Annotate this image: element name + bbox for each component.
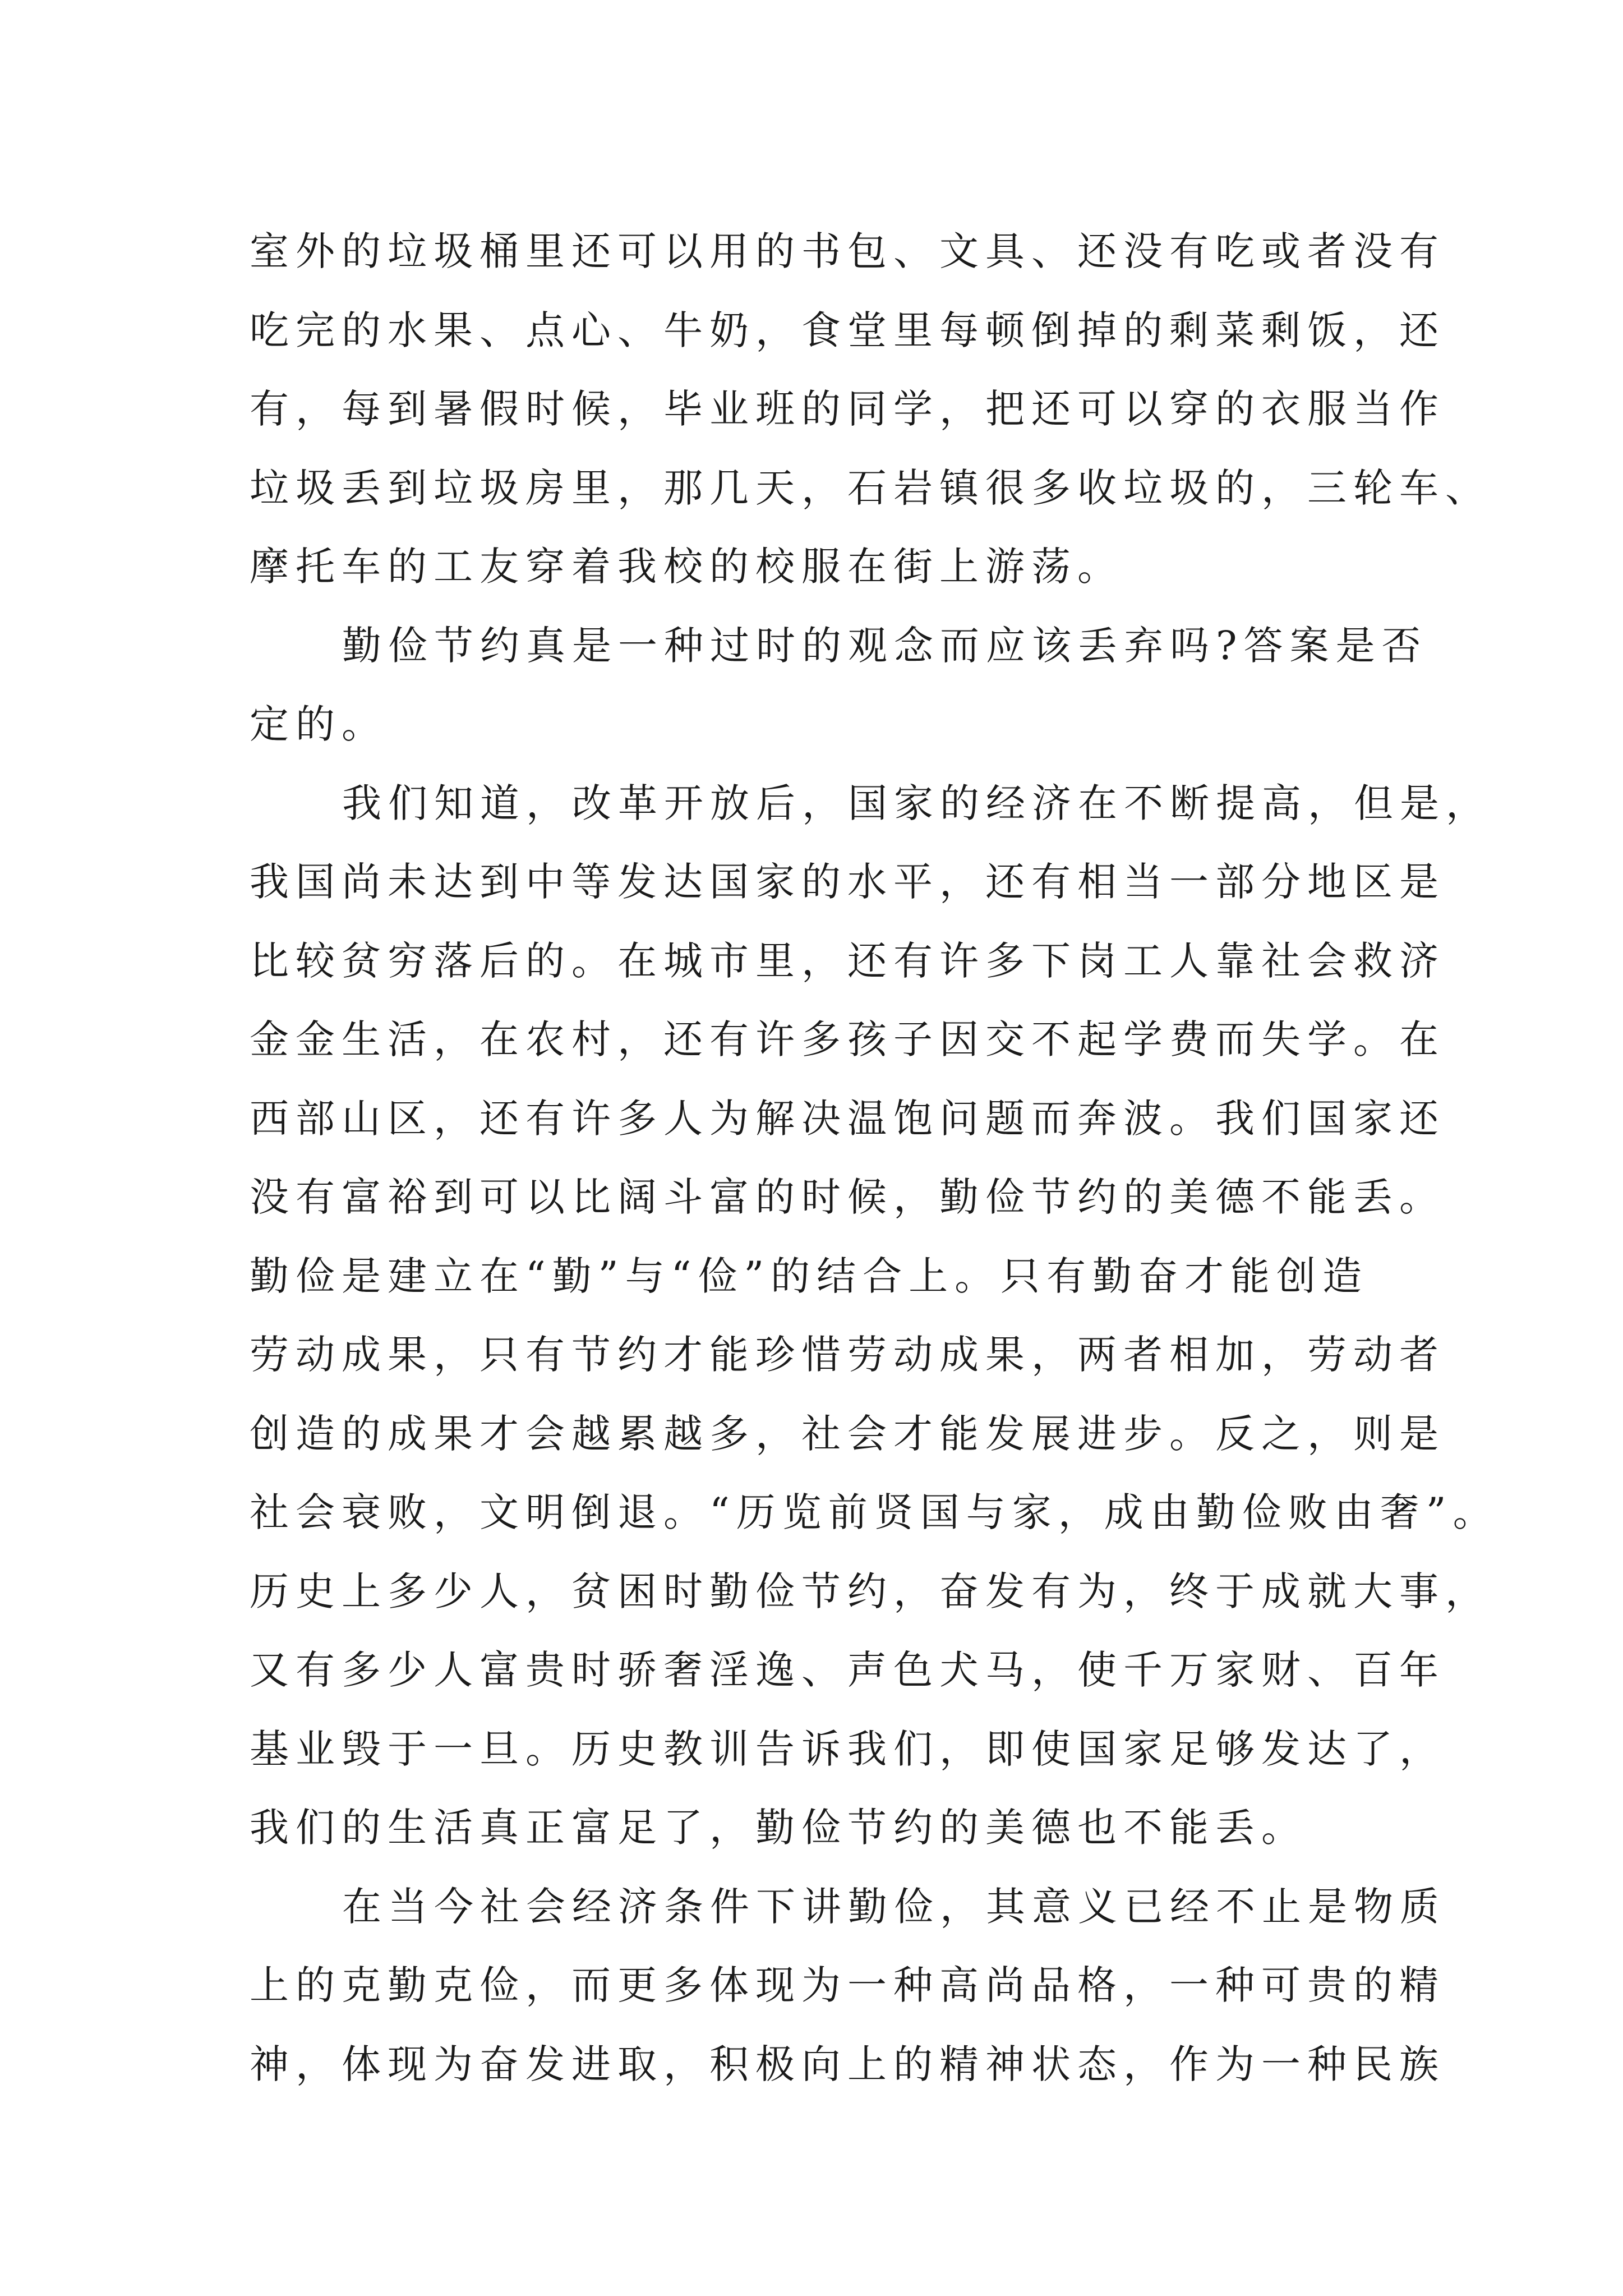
document-body [250,212,1499,2104]
text-line: 有，每到暑假时候，毕业班的同学，把还可以穿的衣服当作 [250,386,1445,432]
text-line: 我们的生活真正富足了，勤俭节约的美德也不能丢。 [250,1805,1307,1851]
paragraph-first-line: 在当今社会经济条件下讲勤俭，其意义已经不止是物质 [342,1883,1446,1930]
text-line: 历史上多少人，贫困时勤俭节约，奋发有为，终于成就大事， [250,1568,1491,1614]
text-line: 基业毁于一旦。历史教训告诉我们，即使国家足够发达了， [250,1726,1445,1772]
text-line: 上的克勤克俭，而更多体现为一种高尚品格，一种可贵的精 [250,1962,1445,2008]
text-line: 室外的垃圾桶里还可以用的书包、文具、还没有吃或者没有 [250,228,1445,274]
text-line: 勤俭是建立在“勤”与“俭”的结合上。只有勤奋才能创造 [250,1253,1369,1299]
text-line: 我国尚未达到中等发达国家的水平，还有相当一部分地区是 [250,859,1445,905]
text-line: 社会衰败，文明倒退。“历览前贤国与家，成由勤俭败由奢”。 [250,1489,1499,1535]
text-line: 创造的成果才会越累越多，社会才能发展进步。反之，则是 [250,1410,1445,1457]
text-line: 金金生活，在农村，还有许多孩子因交不起学费而失学。在 [250,1016,1445,1062]
text-line: 定的。 [250,701,388,747]
text-line: 比较贫穷落后的。在城市里，还有许多下岗工人靠社会救济 [250,937,1445,984]
text-line: 垃圾丢到垃圾房里，那几天，石岩镇很多收垃圾的，三轮车、 [250,464,1491,511]
text-line: 又有多少人富贵时骄奢淫逸、声色犬马，使千万家财、百年 [250,1647,1445,1693]
text-line: 摩托车的工友穿着我校的校服在街上游荡。 [250,544,1123,590]
text-line: 西部山区，还有许多人为解决温饱问题而奔波。我们国家还 [250,1095,1445,1142]
text-line: 吃完的水果、点心、牛奶，食堂里每顿倒掉的剩菜剩饭，还 [250,307,1445,353]
text-line: 劳动成果，只有节约才能珍惜劳动成果，两者相加，劳动者 [250,1332,1445,1378]
paragraph-first-line: 勤俭节约真是一种过时的观念而应该丢弃吗?答案是否 [342,622,1428,669]
paragraph-first-line: 我们知道，改革开放后，国家的经济在不断提高，但是， [342,780,1492,826]
text-line: 没有富裕到可以比阔斗富的时候，勤俭节约的美德不能丢。 [250,1174,1445,1220]
text-line: 神，体现为奋发进取，积极向上的精神状态，作为一种民族 [250,2041,1445,2087]
